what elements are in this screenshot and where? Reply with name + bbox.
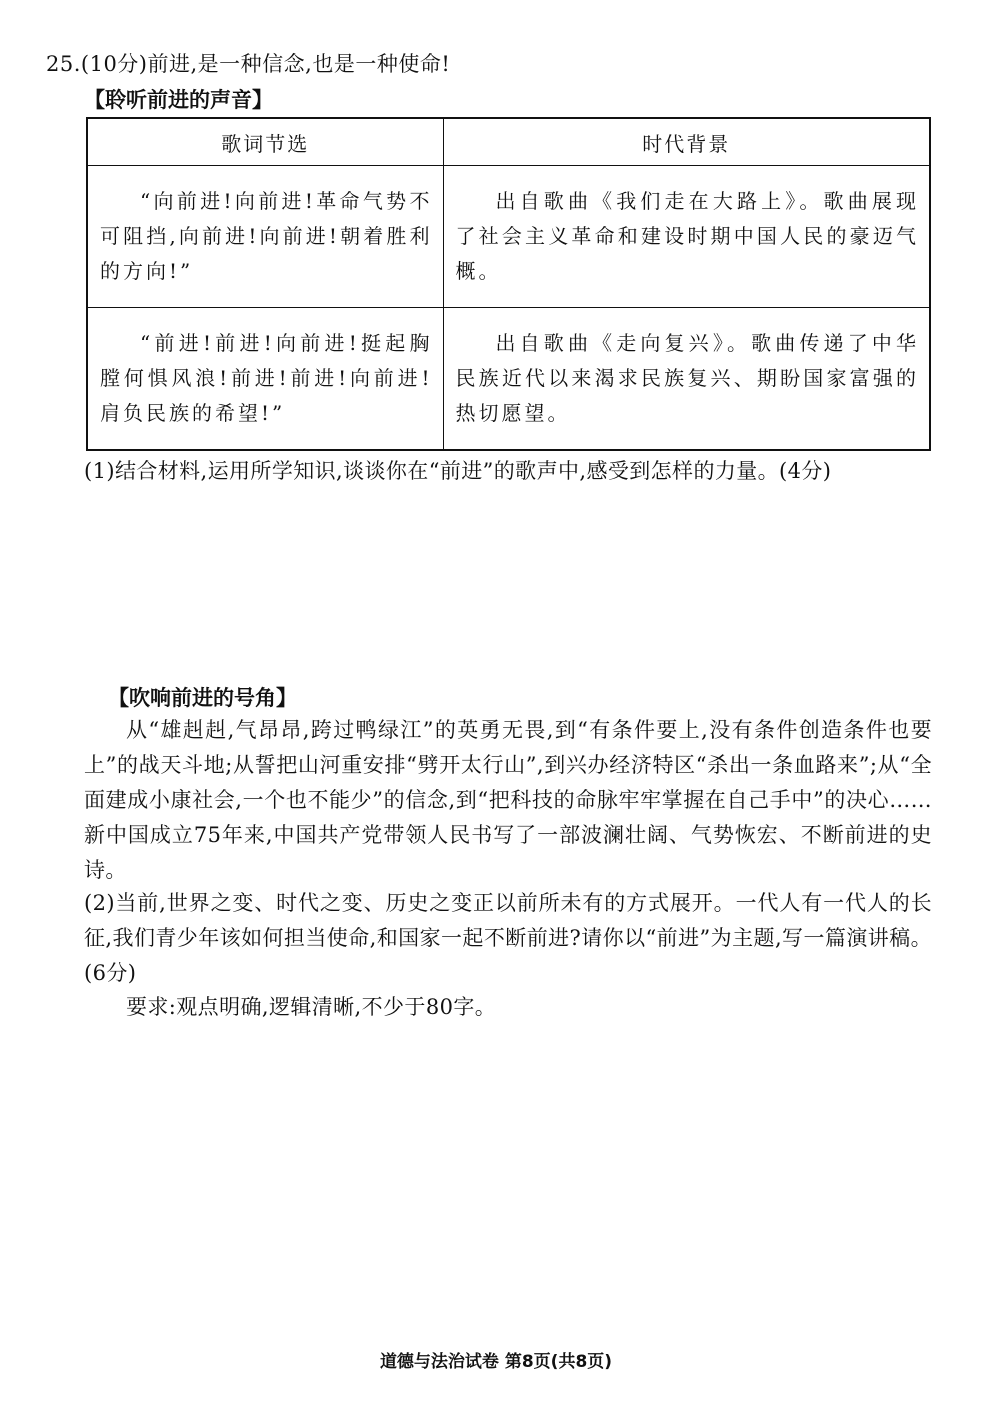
material-paragraph: 从“雄赳赳,气昂昂,跨过鸭绿江”的英勇无畏,到“有条件要上,没有条件创造条件也要上”的战天斗地;从誓把山河重安排“劈开太行山”,到兴办经济特区“杀出一条血路来”;从“全面建成小康社会,一个也不能少”的信念,到“把科技的命脉牢牢掌握在自己手中”的决心……新中国成立75年来,中国共产党带领人民书写了一部波澜壮阔、气势恢宏、不断前进的史诗。 (84, 718, 932, 882)
lyrics-table (86, 117, 931, 451)
page-footer: 道德与法治试卷 第8页(共8页) (379, 1352, 613, 1372)
column-header-background: 时代背景 (443, 118, 930, 166)
column-header-lyrics: 歌词节选 (87, 118, 443, 166)
question-heading: 25.(10分)前进,是一种信念,也是一种使命! (46, 52, 451, 76)
background-cell: 出自歌曲《走向复兴》。歌曲传递了中华民族近代以来渴求民族复兴、期盼国家富强的热切愿望。 (443, 308, 930, 450)
background-cell: 出自歌曲《我们走在大路上》。歌曲展现了社会主义革命和建设时期中国人民的豪迈气概。 (443, 166, 930, 308)
section-title-bugle: 【吹响前进的号角】 (108, 686, 297, 710)
table-header-row (87, 118, 930, 166)
question-2: (2)当前,世界之变、时代之变、历史之变正以前所未有的方式展开。一代人有一代人的长征,我们青少年该如何担当使命,和国家一起不断前进?请你以“前进”为主题,写一篇演讲稿。(6分) (84, 891, 932, 985)
requirement-text: 要求:观点明确,逻辑清晰,不少于80字。 (126, 995, 497, 1019)
lyric-cell: “向前进!向前进!革命气势不可阻挡,向前进!向前进!朝着胜利的方向!” (87, 166, 443, 308)
lyric-cell: “前进!前进!向前进!挺起胸膛何惧风浪!前进!前进!向前进!肩负民族的希望!” (87, 308, 443, 450)
table-row (87, 308, 930, 450)
section-title-listen: 【聆听前进的声音】 (84, 88, 273, 112)
table-row (87, 166, 930, 308)
question-1: (1)结合材料,运用所学知识,谈谈你在“前进”的歌声中,感受到怎样的力量。(4分) (84, 459, 832, 483)
